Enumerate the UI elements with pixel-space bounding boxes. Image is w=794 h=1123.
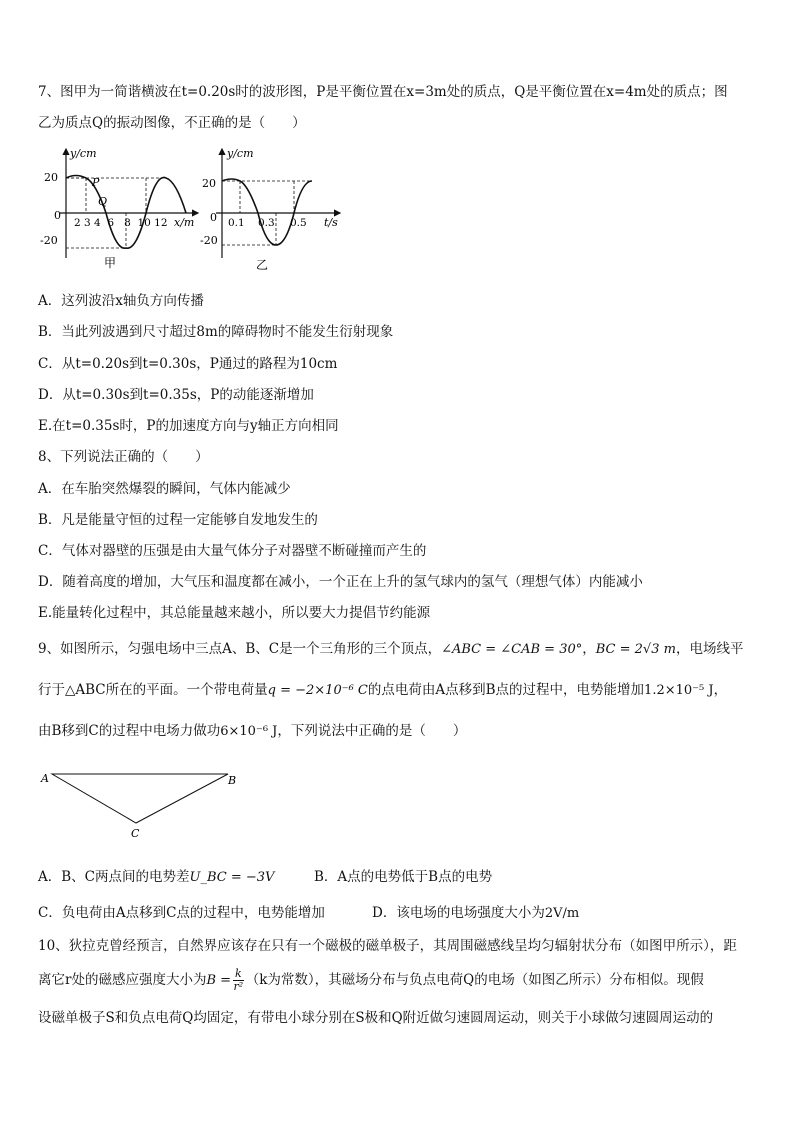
q9-option-a [38, 868, 274, 887]
q10-fraction-numerator: k [235, 967, 242, 980]
jia-point-p: P [92, 176, 100, 189]
q7-stem-line1: 7、图甲为一简谐横波在t=0.20s时的波形图，P是平衡位置在x=3m处的质点，Q是平衡位置在x=4m处的质点；图 [38, 84, 728, 100]
q7-stem-line2: 乙为质点Q的振动图像，不正确的是（ ） [38, 115, 306, 131]
q10-formula-fraction [233, 968, 244, 993]
q8-option-a: A．在车胎突然爆裂的瞬间，气体内能减少 [38, 481, 291, 497]
yi-origin: 0 [210, 211, 217, 224]
q9-work-formula: 6×10⁻⁶ J [220, 724, 278, 739]
jia-x-ticks: 2 3 4 6 8 10 12 [74, 217, 168, 229]
q9-option-a-text: A．B、C两点间的电势差 [38, 869, 190, 885]
yi-caption: 乙 [256, 258, 269, 272]
jia-xlabel: x/m [174, 216, 195, 229]
q9-l3-text: 由B移到C的过程中电场力做功 [38, 723, 221, 739]
q7-wave-figure-jia [38, 143, 203, 273]
q9-l1-end: ，电场线平 [675, 641, 744, 657]
yi-xlabel: t/s [324, 216, 338, 229]
q9-energy-formula: 1.2×10⁻⁵ J [644, 683, 714, 698]
q10-formula-lhs: B = [206, 973, 232, 988]
jia-ylabel: y/cm [70, 147, 97, 160]
q9-option-c: C．负电荷由A点移到C点的过程中，电势能增加 [38, 905, 325, 921]
q9-triangle-figure [38, 765, 248, 845]
q7-option-a: A．这列波沿x轴负方向传播 [38, 293, 204, 309]
q9-option-b: B．A点的电势低于B点的电势 [314, 869, 493, 885]
jia-caption: 甲 [104, 256, 117, 270]
q9-option-d [372, 904, 579, 923]
q9-charge-formula: q = −2×10⁻⁶ C [267, 683, 368, 698]
jia-bottom-value: -20 [40, 234, 58, 247]
q9-stem-line1 [38, 640, 743, 659]
q9-bc-formula: BC = 2√3 m [595, 642, 676, 657]
q9-option-d-text: D．该电场的电场强度大小为 [372, 905, 545, 921]
q9-l3-end: ，下列说法中正确的是（ ） [277, 723, 467, 739]
q9-l2-text: 行于△ABC所在的平面。一个带电荷量 [38, 682, 268, 698]
yi-tick-03: 0.3 [258, 217, 275, 229]
q10-stem-line2 [38, 968, 704, 993]
q7-vibration-figure-yi [200, 143, 350, 273]
q9-l2-mid: 的点电荷由A点移到B点的过程中，电势能增加 [367, 682, 645, 698]
jia-top-value: 20 [44, 171, 58, 184]
q9-stem-line3 [38, 722, 466, 741]
q9-angle-formula: ∠ABC = ∠CAB = 30° [441, 642, 583, 657]
q7-option-b: B．当此列波遇到尺寸超过8m的障碍物时不能发生衍射现象 [38, 324, 394, 340]
yi-bottom-value: -20 [200, 234, 218, 247]
q8-option-e: E.能量转化过程中，其总能量越来越小，所以要大力提倡节约能源 [38, 605, 431, 621]
jia-point-q: Q [98, 195, 108, 208]
q8-option-b: B．凡是能量守恒的过程一定能够自发地发生的 [38, 512, 318, 528]
q7-option-d: D．从t=0.30s到t=0.35s，P的动能逐渐增加 [38, 387, 314, 403]
q9-l1-text: 9、如图所示，匀强电场中三点A、B、C是一个三角形的三个顶点， [38, 641, 442, 657]
yi-tick-01: 0.1 [228, 217, 245, 229]
q9-l2-end: ， [713, 682, 728, 698]
triangle-vertex-c: C [131, 827, 140, 840]
q7-option-e: E.在t=0.35s时，P的加速度方向与y轴正方向相同 [38, 418, 339, 434]
triangle-vertex-a: A [41, 772, 49, 785]
q10-stem-line1: 10、狄拉克曾经预言，自然界应该存在只有一个磁极的磁单极子，其周围磁感线呈均匀辐射状分布（如图甲所示），距 [38, 938, 737, 954]
q10-l2-end: （k为常数），其磁场分布与负点电荷Q的电场（如图乙所示）分布相似。现假 [245, 972, 704, 988]
q8-option-c: C．气体对器壁的压强是由大量气体分子对器壁不断碰撞而产生的 [38, 543, 427, 559]
q9-stem-line2 [38, 681, 727, 700]
yi-tick-05: 0.5 [290, 217, 307, 229]
q9-option-a-formula: U_BC = −3V [189, 870, 275, 885]
q10-stem-line3: 设磁单极子S和负点电荷Q均固定，有带电小球分别在S极和Q附近做匀速圆周运动，则关于小球做匀速圆周运动的 [38, 1010, 714, 1026]
yi-top-value: 20 [202, 177, 216, 190]
q10-l2-text: 离它r处的磁感应强度大小为 [38, 972, 207, 988]
q8-option-d: D．随着高度的增加，大气压和温度都在减小，一个正在上升的氢气球内的氢气（理想气体）内能减小 [38, 574, 643, 590]
q9-option-d-formula: 2V/m [544, 906, 580, 921]
q10-fraction-denominator: r² [233, 980, 244, 993]
yi-ylabel: y/cm [227, 147, 254, 160]
q9-l1-comma: ， [582, 641, 596, 657]
q8-stem: 8、下列说法正确的（ ） [38, 449, 209, 465]
jia-origin: 0 [54, 209, 61, 222]
triangle-vertex-b: B [228, 774, 237, 787]
q7-option-c: C．从t=0.20s到t=0.30s，P通过的路程为10cm [38, 356, 338, 372]
